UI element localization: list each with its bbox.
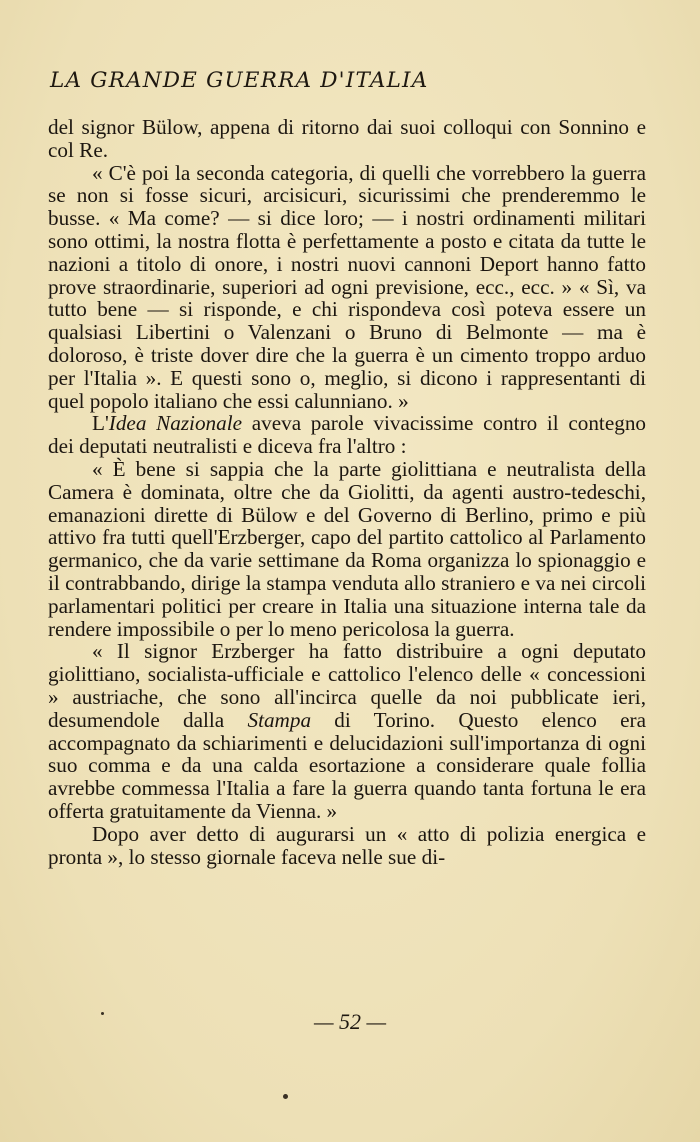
page-number: — 52 — (313, 1009, 387, 1034)
paragraph-5-text-b: di Torino. Questo elenco era accompagnato da schiarimenti e delucidazioni sull'importanza di ogni suo comma e da una calda esortazione a considerare quale follia avrebbe commessa l'Italia a fare la guerra quando tanta fortuna le era offerta gratuitamente da Vienna. » (48, 707, 647, 823)
newspaper-title-idea-nazionale: Idea Nazionale (108, 411, 243, 436)
paragraph-5 (48, 640, 646, 822)
paragraph-1 (48, 116, 646, 162)
body-text (48, 116, 646, 868)
paragraph-6 (48, 823, 646, 869)
paragraph-4 (48, 458, 646, 640)
newspaper-title-stampa: Stampa (247, 707, 312, 732)
running-head: LA GRANDE GUERRA D'ITALIA (50, 68, 429, 93)
paragraph-1-text: del signor Bülow, appena di ritorno dai suoi colloqui con Sonnino e col Re. (48, 115, 646, 162)
paragraph-3 (48, 412, 646, 458)
paragraph-5-text-a: « Il signor Erzberger ha fatto distribuire a ogni deputato giolittiano, socialista-ufficiale e cattolico l'elenco delle « concessioni » austriache, che sono all'incirca quelle da noi pubblicate ieri, desumendole dalla (48, 639, 646, 732)
paragraph-2 (48, 162, 646, 413)
paragraph-6-text: Dopo aver detto di augurarsi un « atto di polizia energica e pronta », lo stesso giornale faceva nelle sue di- (48, 821, 646, 869)
paragraph-3-text-b: aveva parole vivacissime contro il contegno dei deputati neutralisti e diceva fra l'altro : (48, 411, 647, 459)
paragraph-3-text-a: L' (92, 411, 109, 436)
ink-speck (283, 1094, 288, 1099)
paragraph-2-text: « C'è poi la seconda categoria, di quelli che vorrebbero la guerra se non si fosse sicuri, arcisicuri, sicurissimi che prenderemmo le busse. « Ma come? — si dice loro; — i nostri ordinamenti militari sono ottimi, la nostra flotta è perfettamente a posto e citata da tutte le nazioni a titolo di onore, i nostri nuovi cannoni Deport hanno fatto prove straordinarie, superiori ad ogni previsione, ecc., ecc. » « Sì, va tutto bene — si risponde, e chi rispondeva così poteva essere un qualsiasi Libertini o Valenzani o Bruno di Belmonte — ma è doloroso, è triste dover dire che la guerra è un cimento troppo arduo per l'Italia ». E questi sono o, meglio, si dicono i rappresentanti di quel popolo italiano che essi calunniano. » (48, 160, 646, 413)
paragraph-4-text: « È bene si sappia che la parte giolittiana e neutralista della Camera è dominata, oltre che da Giolitti, da agenti austro-tedeschi, emanazioni dirette di Bülow e del Governo di Berlino, primo e più attivo fra tutti quell'Erzberger, capo del partito cattolico al Parlamento germanico, che da varie settimane da Roma organizza lo spionaggio e il contrabbando, dirige la stampa venduta allo straniero e va nei circoli parlamentari politici per creare in Italia una situazione interna tale da rendere impossibile o per lo meno pericolosa la guerra. (48, 456, 646, 641)
